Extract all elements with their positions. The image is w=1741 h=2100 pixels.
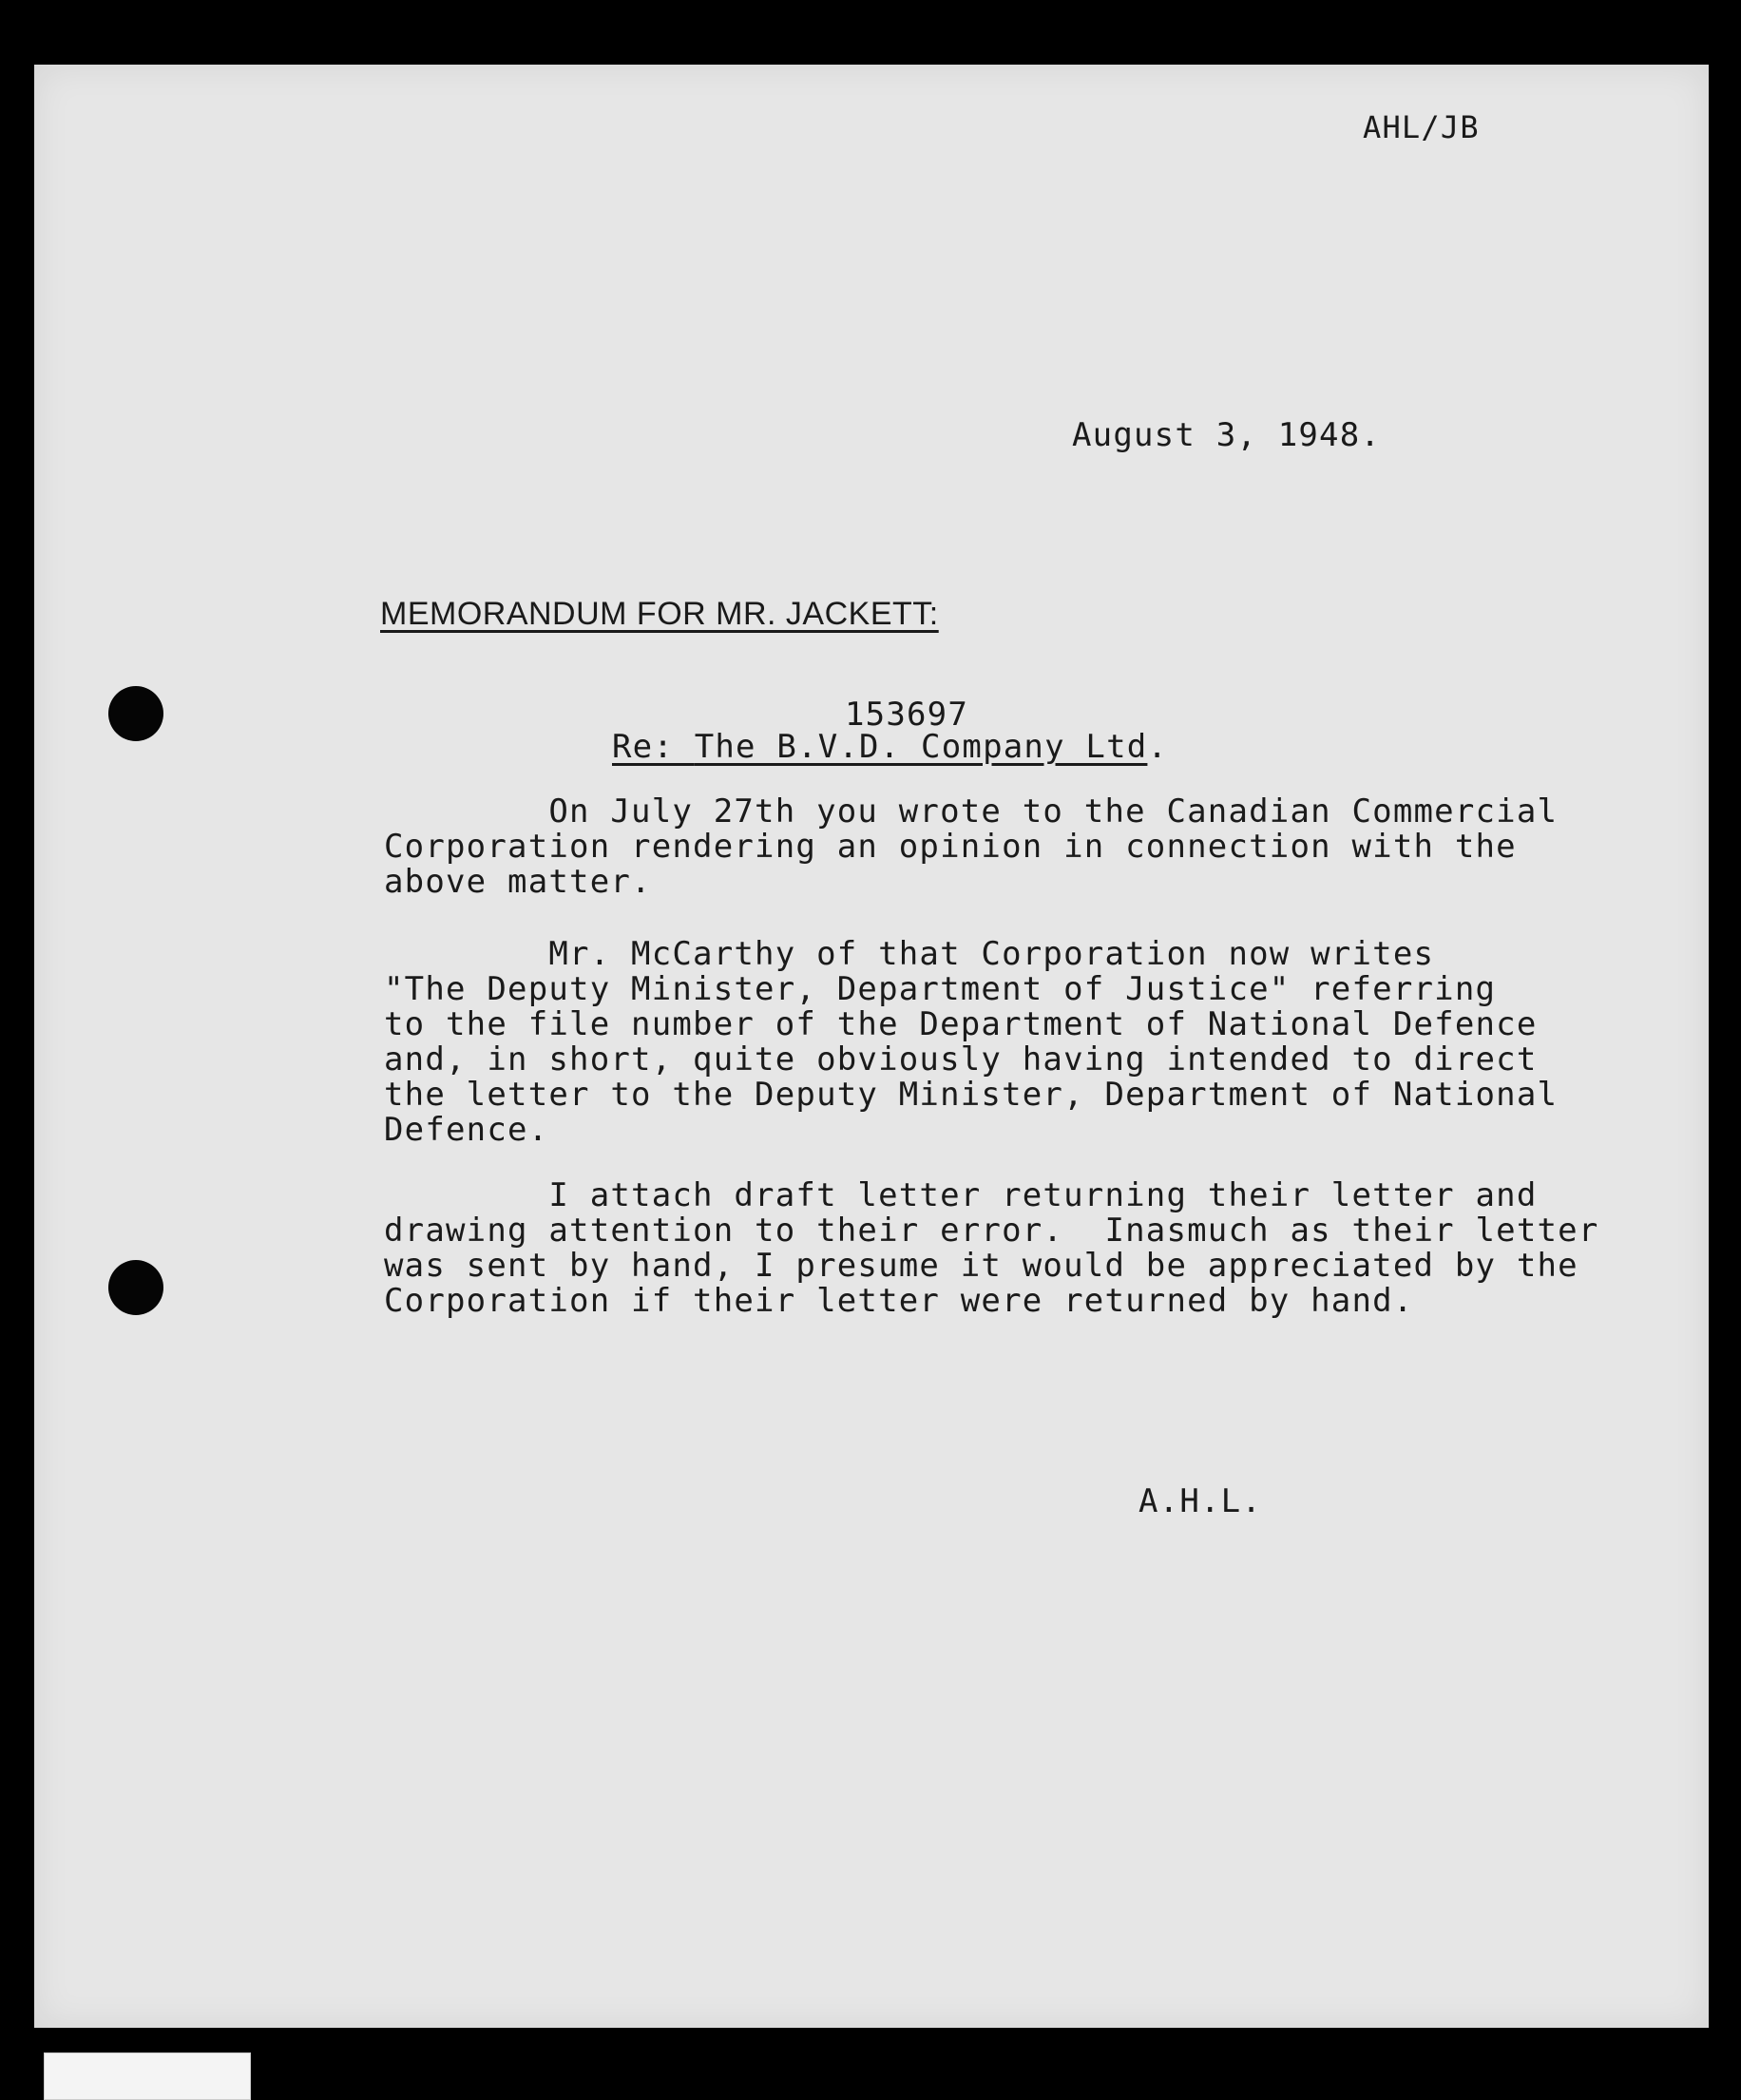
file-number: 153697 [845,696,969,734]
reference-initials: AHL/JB [1363,109,1480,145]
memo-heading: MEMORANDUM FOR MR. JACKETT: [380,596,939,632]
punch-hole-bottom [108,1260,163,1315]
paragraph-3: I attach draft letter returning their letter and drawing attention to their error. Inasmuch as their letter was sent by hand, I presume it would be appreciated by the Corporation if their letter were returned by hand. [384,1176,1599,1320]
document-page [34,65,1709,2028]
subject-text: The B.V.D. Company Ltd [694,728,1148,766]
paragraph-2: Mr. McCarthy of that Corporation now writes "The Deputy Minister, Department of Justice" referring to the file number of the Department of National Defence and, in short, quite obviously having intended to direct the letter to the Deputy Minister, Department of National Defence. [384,935,1559,1149]
scan-label-tab [44,2052,251,2100]
subject-suffix: . [1147,728,1169,766]
punch-hole-top [108,686,163,741]
subject-line [612,730,1168,765]
subject-prefix: Re: [612,728,695,766]
memo-date: August 3, 1948. [1072,416,1382,454]
signature-initials: A.H.L. [1138,1482,1263,1520]
paragraph-1: On July 27th you wrote to the Canadian Commercial Corporation rendering an opinion in connection with the above matter. [384,792,1559,901]
